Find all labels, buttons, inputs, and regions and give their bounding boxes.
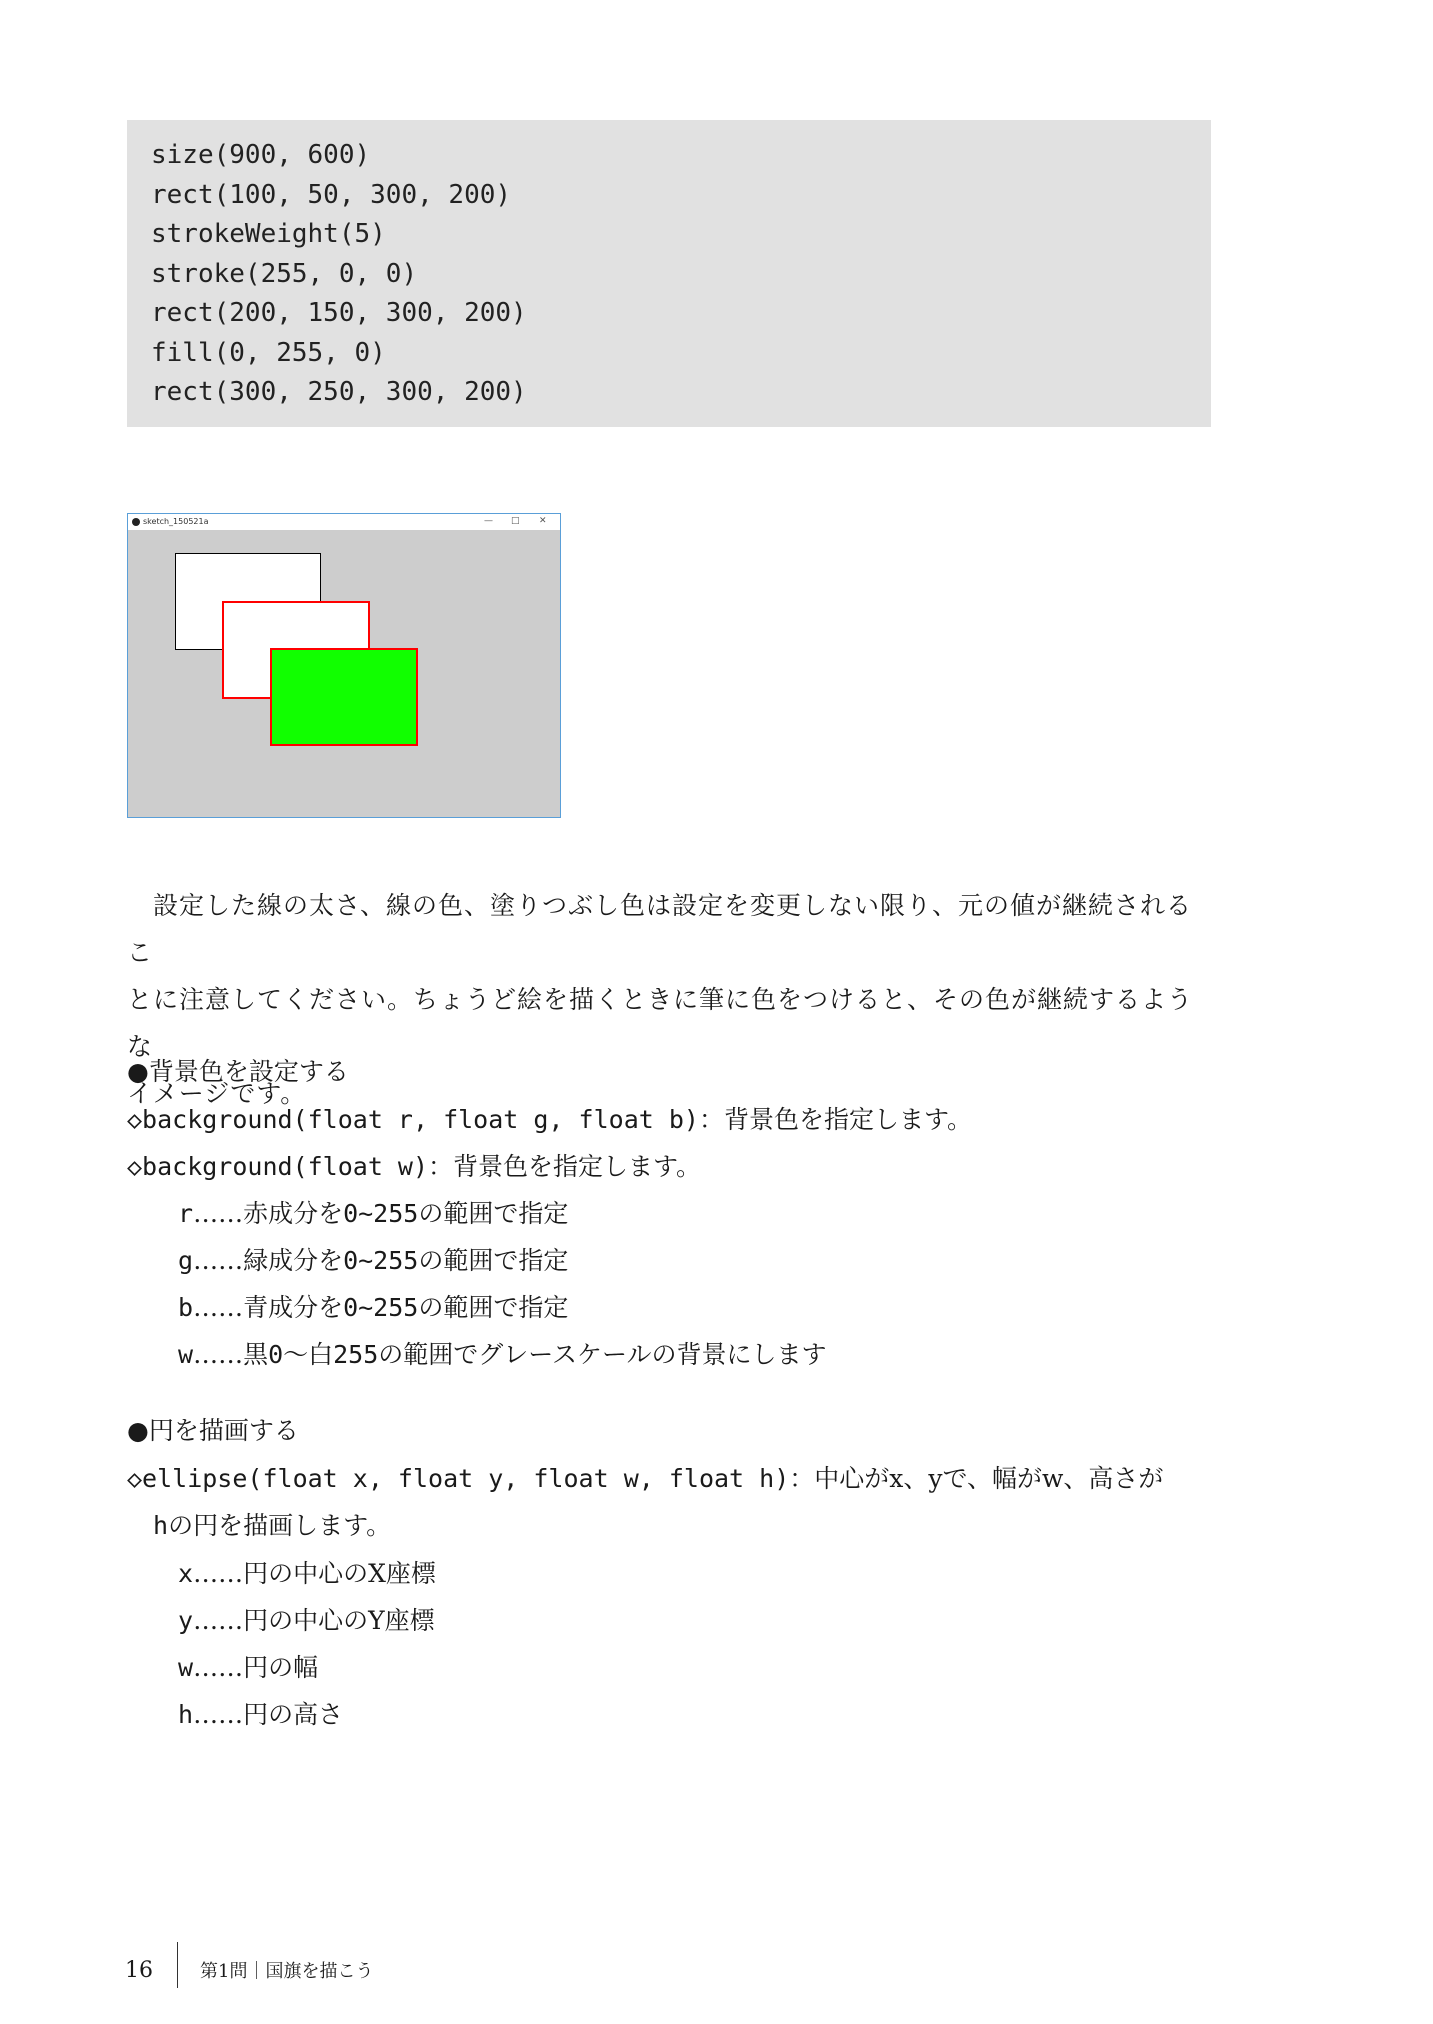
code-line: size(900, 600) [151,140,371,170]
background-rgb-signature: ◇background(float r, float g, float b)：背景色を指定します。 [127,1105,972,1134]
code-line: rect(200, 150, 300, 200) [151,298,527,328]
paragraph-line-1: 設定した線の太さ、線の色、塗りつぶし色は設定を変更しない限り、元の値が継続されるこ [127,891,1193,967]
code-line: strokeWeight(5) [151,219,386,249]
footer-divider [177,1942,178,1988]
param-y: y……円の中心のY座標 [178,1606,435,1635]
maximize-button: □ [511,516,520,526]
ellipse-signature: ◇ellipse(float x, float y, float w, float h)：中心がx、yで、幅がw、高さが [127,1464,1164,1493]
param-b: b……青成分を0~255の範囲で指定 [178,1293,569,1322]
code-line: stroke(255, 0, 0) [151,258,418,289]
param-w-ellipse: w……円の幅 [178,1653,319,1682]
background-heading: ●背景色を設定する [127,1057,349,1086]
window-title: sketch_150521a [143,517,209,526]
param-w: w……黒0〜白255の範囲でグレースケールの背景にします [178,1340,827,1369]
paragraph-line-3: イメージです。 [127,1079,307,1108]
param-h: h……円の高さ [178,1700,344,1729]
sketch-window-screenshot [127,513,561,818]
green-rectangle [270,648,418,746]
ellipse-heading: ●円を描画する [127,1416,299,1445]
window-titlebar [128,514,560,530]
sketch-canvas [128,530,560,817]
param-r: r……赤成分を0~255の範囲で指定 [178,1199,569,1228]
code-line: fill(0, 255, 0) [151,337,386,368]
processing-app-icon [132,518,140,526]
background-gray-signature: ◇background(float w)：背景色を指定します。 [127,1152,702,1181]
param-g: g……緑成分を0~255の範囲で指定 [178,1246,569,1275]
chapter-title: 第1問｜国旗を描こう [200,1961,374,1982]
code-block [127,120,1211,427]
code-line: rect(300, 250, 300, 200) [151,377,527,407]
paragraph-line-2: とに注意してください。ちょうど絵を描くときに筆に色をつけると、その色が継続するような [127,985,1194,1061]
page-number: 16 [125,1958,153,1983]
minimize-button: — [484,516,493,526]
code-line: rect(100, 50, 300, 200) [151,179,512,210]
param-x: x……円の中心のX座標 [178,1559,436,1588]
close-button: ✕ [539,516,547,526]
ellipse-signature-continuation: hの円を描画します。 [153,1511,392,1540]
